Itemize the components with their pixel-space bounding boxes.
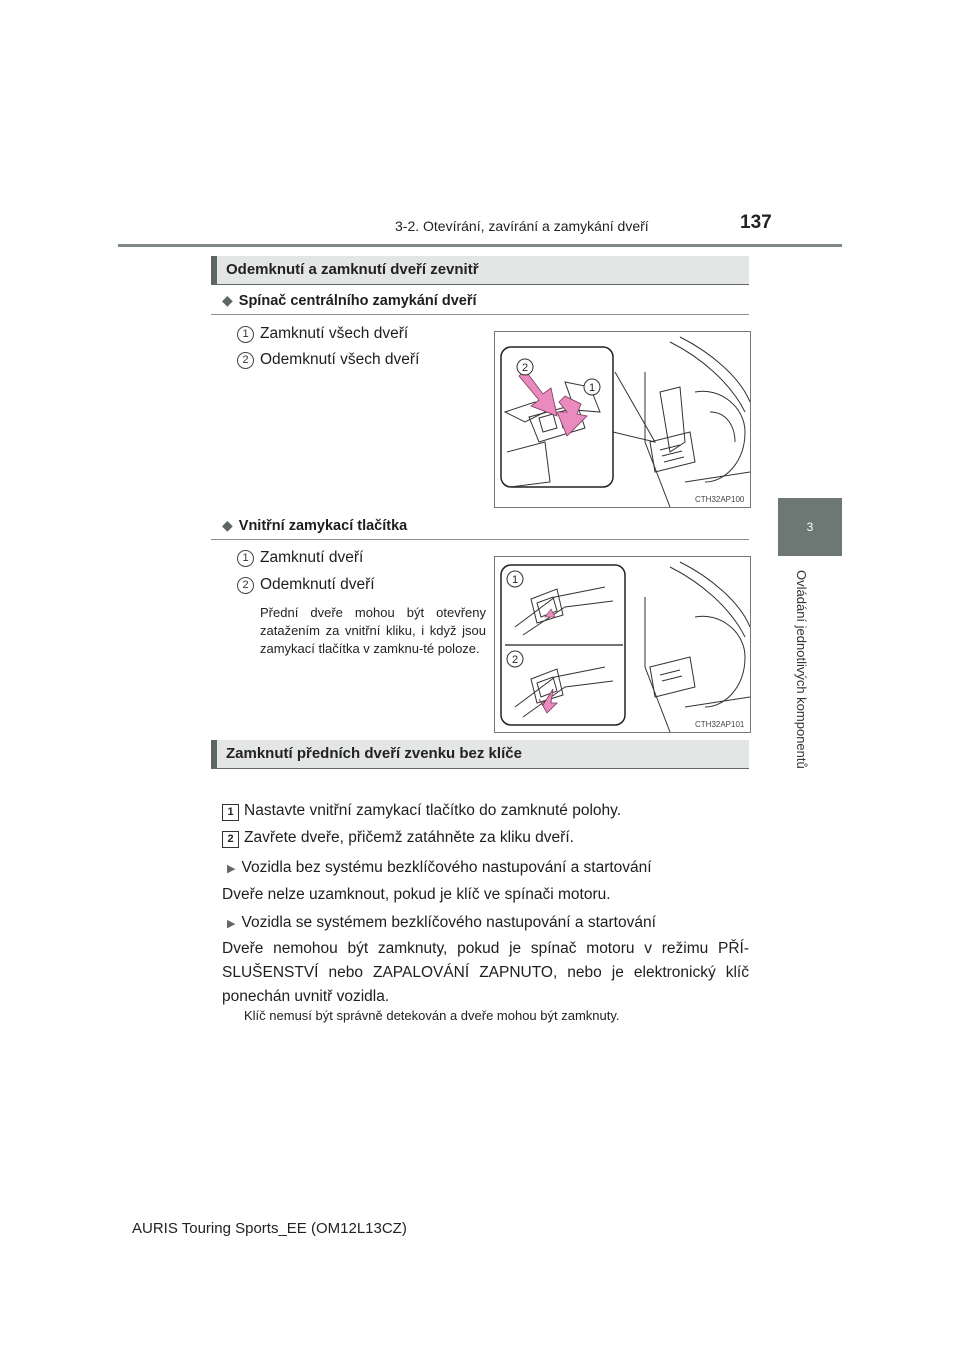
callout-1: 1 (588, 382, 596, 394)
chapter-tab-label: Ovládání jednotlivých komponentů (794, 570, 809, 769)
item-text: Odemknutí všech dveří (260, 351, 420, 368)
subsection-divider (211, 314, 749, 315)
image-code: CTH32AP100 (695, 495, 745, 504)
variant-heading: ▶ Vozidla se systémem bezklíčového nastupování a startování (227, 914, 656, 931)
footer-model: AURIS Touring Sports_EE (OM12L13CZ) (132, 1220, 407, 1237)
variant-note: Klíč nemusí být správně detekován a dveře mohou být zamknuty. (244, 1008, 620, 1023)
chapter-title: 3-2. Otevírání, zavírání a zamykání dveří (395, 218, 649, 234)
chapter-tab: 3 (778, 498, 842, 556)
item-number: 1 (237, 326, 254, 343)
diamond-icon: ◆ (222, 517, 233, 533)
variant-heading: ▶ Vozidla bez systému bezklíčového nastupování a startování (227, 859, 652, 876)
section-title: Odemknutí a zamknutí dveří zevnitř (226, 261, 479, 278)
item-text: Zamknutí dveří (260, 549, 364, 566)
callout-2: 2 (511, 654, 519, 666)
image-code: CTH32AP101 (695, 720, 745, 729)
section-marker (211, 256, 217, 284)
section-heading (211, 740, 749, 769)
subsection-heading (222, 292, 477, 309)
triangle-right-icon: ▶ (227, 863, 236, 875)
callout-2: 2 (521, 362, 529, 374)
callout-1: 1 (511, 574, 519, 586)
item-number: 1 (237, 550, 254, 567)
inner-lock-button-illustration (494, 556, 751, 733)
triangle-right-icon: ▶ (227, 918, 236, 930)
section-title: Zamknutí předních dveří zvenku bez klíče (226, 745, 522, 762)
subsection-title: Vnitřní zamykací tlačítka (238, 518, 408, 534)
step-number: 1 (222, 804, 239, 821)
section-heading (211, 256, 749, 285)
step-number: 2 (222, 831, 239, 848)
item-number: 2 (237, 577, 254, 594)
variant-text: Dveře nelze uzamknout, pokud je klíč ve spínači motoru. (222, 886, 611, 903)
subsection-title: Spínač centrálního zamykání dveří (238, 293, 477, 309)
diamond-icon: ◆ (222, 292, 233, 308)
page-number: 137 (740, 212, 772, 233)
note-text: Přední dveře mohou být otevřeny zatažením za vnitřní kliku, i když jsou zamykací tlačítka v zamknu-té poloze. (260, 605, 486, 656)
header-divider (118, 244, 842, 247)
item-number: 2 (237, 352, 254, 369)
item-text: Zamknutí všech dveří (260, 325, 409, 342)
variant-text: Dveře nemohou být zamknuty, pokud je spínač motoru v režimu PŘÍ-SLUŠENSTVÍ nebo ZAPALOVÁNÍ ZAPNUTO, nebo je elektronický klíč ponechán uvnitř vozidla. (222, 940, 749, 1005)
item-text: Odemknutí dveří (260, 576, 375, 593)
subsection-divider (211, 539, 749, 540)
step-text: Zavřete dveře, přičemž zatáhněte za kliku dveří. (244, 829, 574, 846)
central-lock-switch-illustration (494, 331, 751, 508)
subsection-heading (222, 517, 407, 534)
section-marker (211, 740, 217, 768)
step-text: Nastavte vnitřní zamykací tlačítko do zamknuté polohy. (244, 802, 622, 819)
